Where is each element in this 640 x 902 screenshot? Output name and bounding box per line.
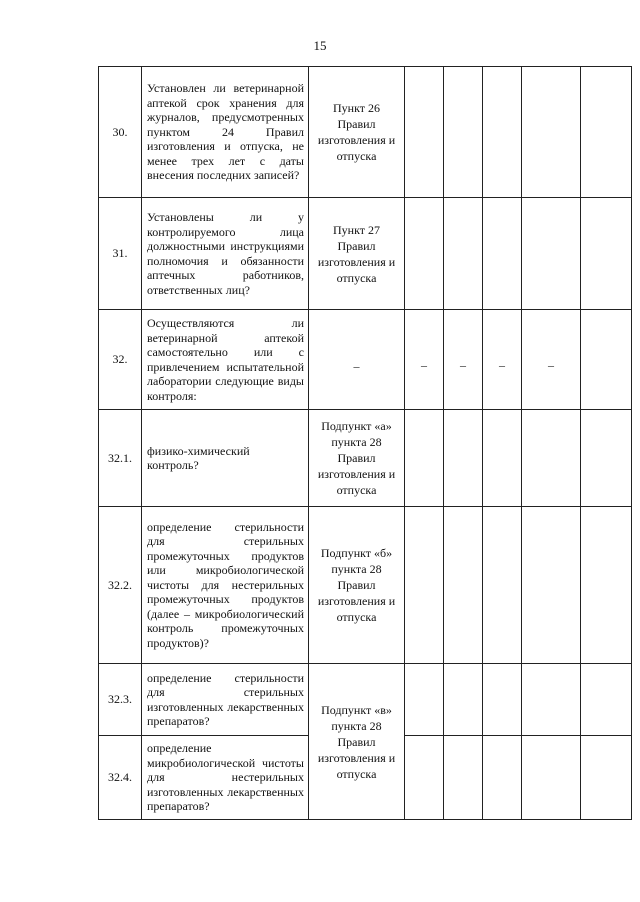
dash-mark: – [460, 358, 466, 373]
question-cell [142, 67, 309, 198]
answer-no-cell[interactable] [444, 410, 483, 507]
table-row-32 [99, 310, 632, 410]
dash-mark: – [499, 358, 505, 373]
answer-note-cell[interactable] [522, 310, 581, 410]
row-number: 32.3. [99, 664, 142, 736]
answer-note-cell[interactable] [522, 67, 581, 198]
reference-text: Пункт 26 Правил изготовления и отпуска [317, 101, 396, 163]
dash-mark: – [548, 358, 554, 373]
answer-note-cell[interactable] [522, 507, 581, 664]
question-text: Осуществляются ли ветеринарной аптекой самостоятельно или с привлечением испытательной лаборатории следующие виды контроля: [147, 316, 304, 403]
question-cell [142, 664, 309, 736]
reference-cell [309, 507, 405, 664]
question-cell [142, 410, 309, 507]
answer-na-cell[interactable] [483, 736, 522, 820]
answer-extra-cell[interactable] [581, 310, 632, 410]
question-cell [142, 736, 309, 820]
answer-extra-cell[interactable] [581, 664, 632, 736]
question-cell [142, 507, 309, 664]
row-number: 32.1. [99, 410, 142, 507]
answer-na-cell[interactable] [483, 198, 522, 310]
reference-text: Подпункт «б» пункта 28 Правил изготовления и отпуска [317, 546, 396, 624]
reference-cell [309, 198, 405, 310]
answer-yes-cell[interactable] [405, 736, 444, 820]
answer-yes-cell[interactable] [405, 67, 444, 198]
answer-na-cell[interactable] [483, 310, 522, 410]
answer-note-cell[interactable] [522, 198, 581, 310]
table-row-32-1 [99, 410, 632, 507]
table-row-32-2 [99, 507, 632, 664]
row-number: 30. [99, 67, 142, 198]
question-text: физико-химический контроль? [147, 443, 250, 472]
answer-yes-cell[interactable] [405, 410, 444, 507]
answer-yes-cell[interactable] [405, 310, 444, 410]
row-number: 31. [99, 198, 142, 310]
answer-extra-cell[interactable] [581, 67, 632, 198]
answer-note-cell[interactable] [522, 736, 581, 820]
reference-cell [309, 310, 405, 410]
question-text: определение микробиологической чистоты для нестерильных изготовленных лекарственных препаратов? [147, 741, 304, 814]
answer-extra-cell[interactable] [581, 410, 632, 507]
question-cell [142, 310, 309, 410]
answer-no-cell[interactable] [444, 664, 483, 736]
reference-cell [309, 410, 405, 507]
answer-note-cell[interactable] [522, 664, 581, 736]
question-cell [142, 198, 309, 310]
page-number: 15 [313, 38, 327, 53]
answer-na-cell[interactable] [483, 67, 522, 198]
checklist-table [98, 66, 632, 820]
reference-text: Подпункт «а» пункта 28 Правил изготовления и отпуска [317, 419, 396, 497]
table-row-31 [99, 198, 632, 310]
question-text: Установлен ли ветеринарной аптекой срок хранения для журналов, предусмотренных пунктом 24 Правил изготовления и отпуска, не менее трех лет с даты внесения последних записей? [147, 81, 304, 183]
reference-text: Подпункт «в» пункта 28 Правил изготовления и отпуска [317, 702, 396, 781]
table-row-30 [99, 67, 632, 198]
reference-text: Пункт 27 Правил изготовления и отпуска [317, 222, 396, 285]
row-number: 32.2. [99, 507, 142, 664]
table-row-32-3 [99, 664, 632, 736]
answer-no-cell[interactable] [444, 310, 483, 410]
row-number: 32.4. [99, 736, 142, 820]
question-text: Установлены ли у контролируемого лица должностными инструкциями полномочия и обязанности аптечных работников, ответственных лиц? [147, 210, 304, 297]
answer-extra-cell[interactable] [581, 507, 632, 664]
answer-yes-cell[interactable] [405, 198, 444, 310]
reference-cell [309, 664, 405, 820]
answer-yes-cell[interactable] [405, 664, 444, 736]
question-text: определение стерильности для стерильных промежуточных продуктов или микробиологической чистоты для нестерильных промежуточных продуктов (далее – микробиологический контроль промежуточных продуктов)? [147, 519, 304, 650]
question-text: определение стерильности для стерильных изготовленных лекарственных препаратов? [147, 670, 304, 728]
row-number: 32. [99, 310, 142, 410]
answer-extra-cell[interactable] [581, 736, 632, 820]
answer-na-cell[interactable] [483, 507, 522, 664]
answer-note-cell[interactable] [522, 410, 581, 507]
dash-mark: – [421, 358, 427, 373]
answer-extra-cell[interactable] [581, 198, 632, 310]
reference-cell [309, 67, 405, 198]
answer-no-cell[interactable] [444, 67, 483, 198]
answer-no-cell[interactable] [444, 198, 483, 310]
answer-na-cell[interactable] [483, 410, 522, 507]
answer-no-cell[interactable] [444, 507, 483, 664]
reference-dash: – [353, 358, 360, 373]
answer-no-cell[interactable] [444, 736, 483, 820]
answer-yes-cell[interactable] [405, 507, 444, 664]
answer-na-cell[interactable] [483, 664, 522, 736]
